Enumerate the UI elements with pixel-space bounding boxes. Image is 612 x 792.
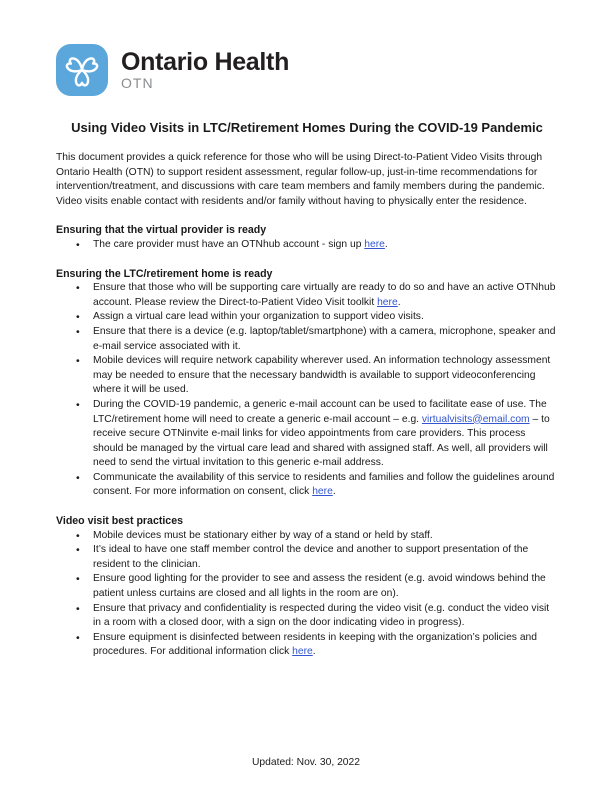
bullet-text: . bbox=[332, 486, 336, 498]
bullet-item bbox=[56, 238, 558, 253]
trillium-icon bbox=[56, 44, 108, 96]
bullet-list bbox=[56, 529, 558, 660]
bullet-item bbox=[56, 354, 558, 398]
logo-wordmark: Ontario Health bbox=[121, 47, 290, 76]
inline-link[interactable]: here bbox=[377, 296, 398, 308]
document-title: Using Video Visits in LTC/Retirement Homes During the COVID-19 Pandemic bbox=[71, 120, 543, 135]
footer-updated-date: Updated: Nov. 30, 2022 bbox=[251, 757, 360, 768]
section-heading: Video visit best practices bbox=[56, 515, 183, 528]
bullet-text: Ensure that privacy and confidentiality is respected during the video visit (e.g. conduct the video visit in a room with a closed door, with a sign on the door indicating video in progress). bbox=[93, 602, 550, 629]
bullet-text: The care provider must have an OTNhub account - sign up bbox=[93, 238, 365, 250]
bullet-item bbox=[56, 471, 558, 500]
bullet-text: Communicate the availability of this service to residents and families and follow the guidelines around consent. For more information on consent, click bbox=[93, 471, 555, 498]
bullet-item bbox=[56, 398, 558, 471]
inline-link[interactable]: here bbox=[312, 486, 333, 498]
bullet-text: . bbox=[312, 646, 316, 658]
ontario-health-logo bbox=[56, 44, 558, 96]
bullet-text: Ensure good lighting for the provider to see and assess the resident (e.g. avoid windows behind the patient unless curtains are closed and all lights in the room are on). bbox=[93, 573, 546, 600]
bullet-text: . bbox=[384, 238, 388, 250]
bullet-list bbox=[56, 238, 558, 253]
bullet-item bbox=[56, 602, 558, 631]
bullet-item bbox=[56, 631, 558, 660]
bullet-item bbox=[56, 325, 558, 354]
bullet-text: Assign a virtual care lead within your organization to support video visits. bbox=[93, 311, 424, 323]
intro-paragraph: This document provides a quick reference for those who will be using Direct-to-Patient Video Visits through Ontario Health (OTN) to support resident assessment, regular follow-up, just-in-time recommendations for intervention/treatment, and discussions with care team members and family members during the pandemic. Video visits enable contact with residents and/or family without having to physically enter the residence. bbox=[56, 152, 545, 207]
sections-container bbox=[56, 223, 558, 660]
bullet-item bbox=[56, 310, 558, 325]
bullet-list bbox=[56, 281, 558, 500]
logo-subtitle: OTN bbox=[121, 74, 154, 91]
bullet-text: – to receive secure OTNinvite e-mail links for video appointments from care providers. This process should be managed by the virtual care lead and shared with assigned staff. As well, all providers will need to send the virtual invitation to this generic e-mail address. bbox=[93, 413, 550, 469]
bullet-text: Ensure that there is a device (e.g. laptop/tablet/smartphone) with a camera, microphone, speaker and e-mail service associated with it. bbox=[93, 325, 556, 352]
bullet-item bbox=[56, 572, 558, 601]
section-heading: Ensuring the LTC/retirement home is ready bbox=[56, 267, 273, 280]
inline-link[interactable]: here bbox=[364, 238, 385, 250]
inline-link[interactable]: here bbox=[292, 646, 313, 658]
bullet-item bbox=[56, 529, 558, 544]
bullet-item bbox=[56, 543, 558, 572]
bullet-text: Ensure that those who will be supporting care virtually are ready to do so and have an active OTNhub account. Please review the Direct-to-Patient Video Visit toolkit bbox=[93, 282, 556, 308]
bullet-item bbox=[56, 281, 558, 310]
bullet-text: It’s ideal to have one staff member control the device and another to support presentation of the resident to the clinician. bbox=[93, 544, 529, 570]
section-heading: Ensuring that the virtual provider is ready bbox=[56, 224, 267, 237]
bullet-text: Mobile devices must be stationary either by way of a stand or held by staff. bbox=[93, 529, 433, 541]
logo-text bbox=[121, 49, 289, 92]
bullet-text: Mobile devices will require network capability wherever used. An information technology assessment may be needed to ensure that the necessary bandwidth is available to support videoconferencing where it will be used. bbox=[93, 355, 551, 396]
bullet-text: During the COVID-19 pandemic, a generic e-mail account can be used to facilitate ease of use. The LTC/retirement home will need to create a generic e-mail account – e.g. bbox=[93, 398, 547, 425]
bullet-text: Ensure equipment is disinfected between residents in keeping with the organization’s policies and procedures. For additional information click bbox=[93, 631, 537, 658]
inline-link[interactable]: virtualvisits@email.com bbox=[421, 413, 530, 425]
bullet-text: . bbox=[397, 296, 401, 308]
